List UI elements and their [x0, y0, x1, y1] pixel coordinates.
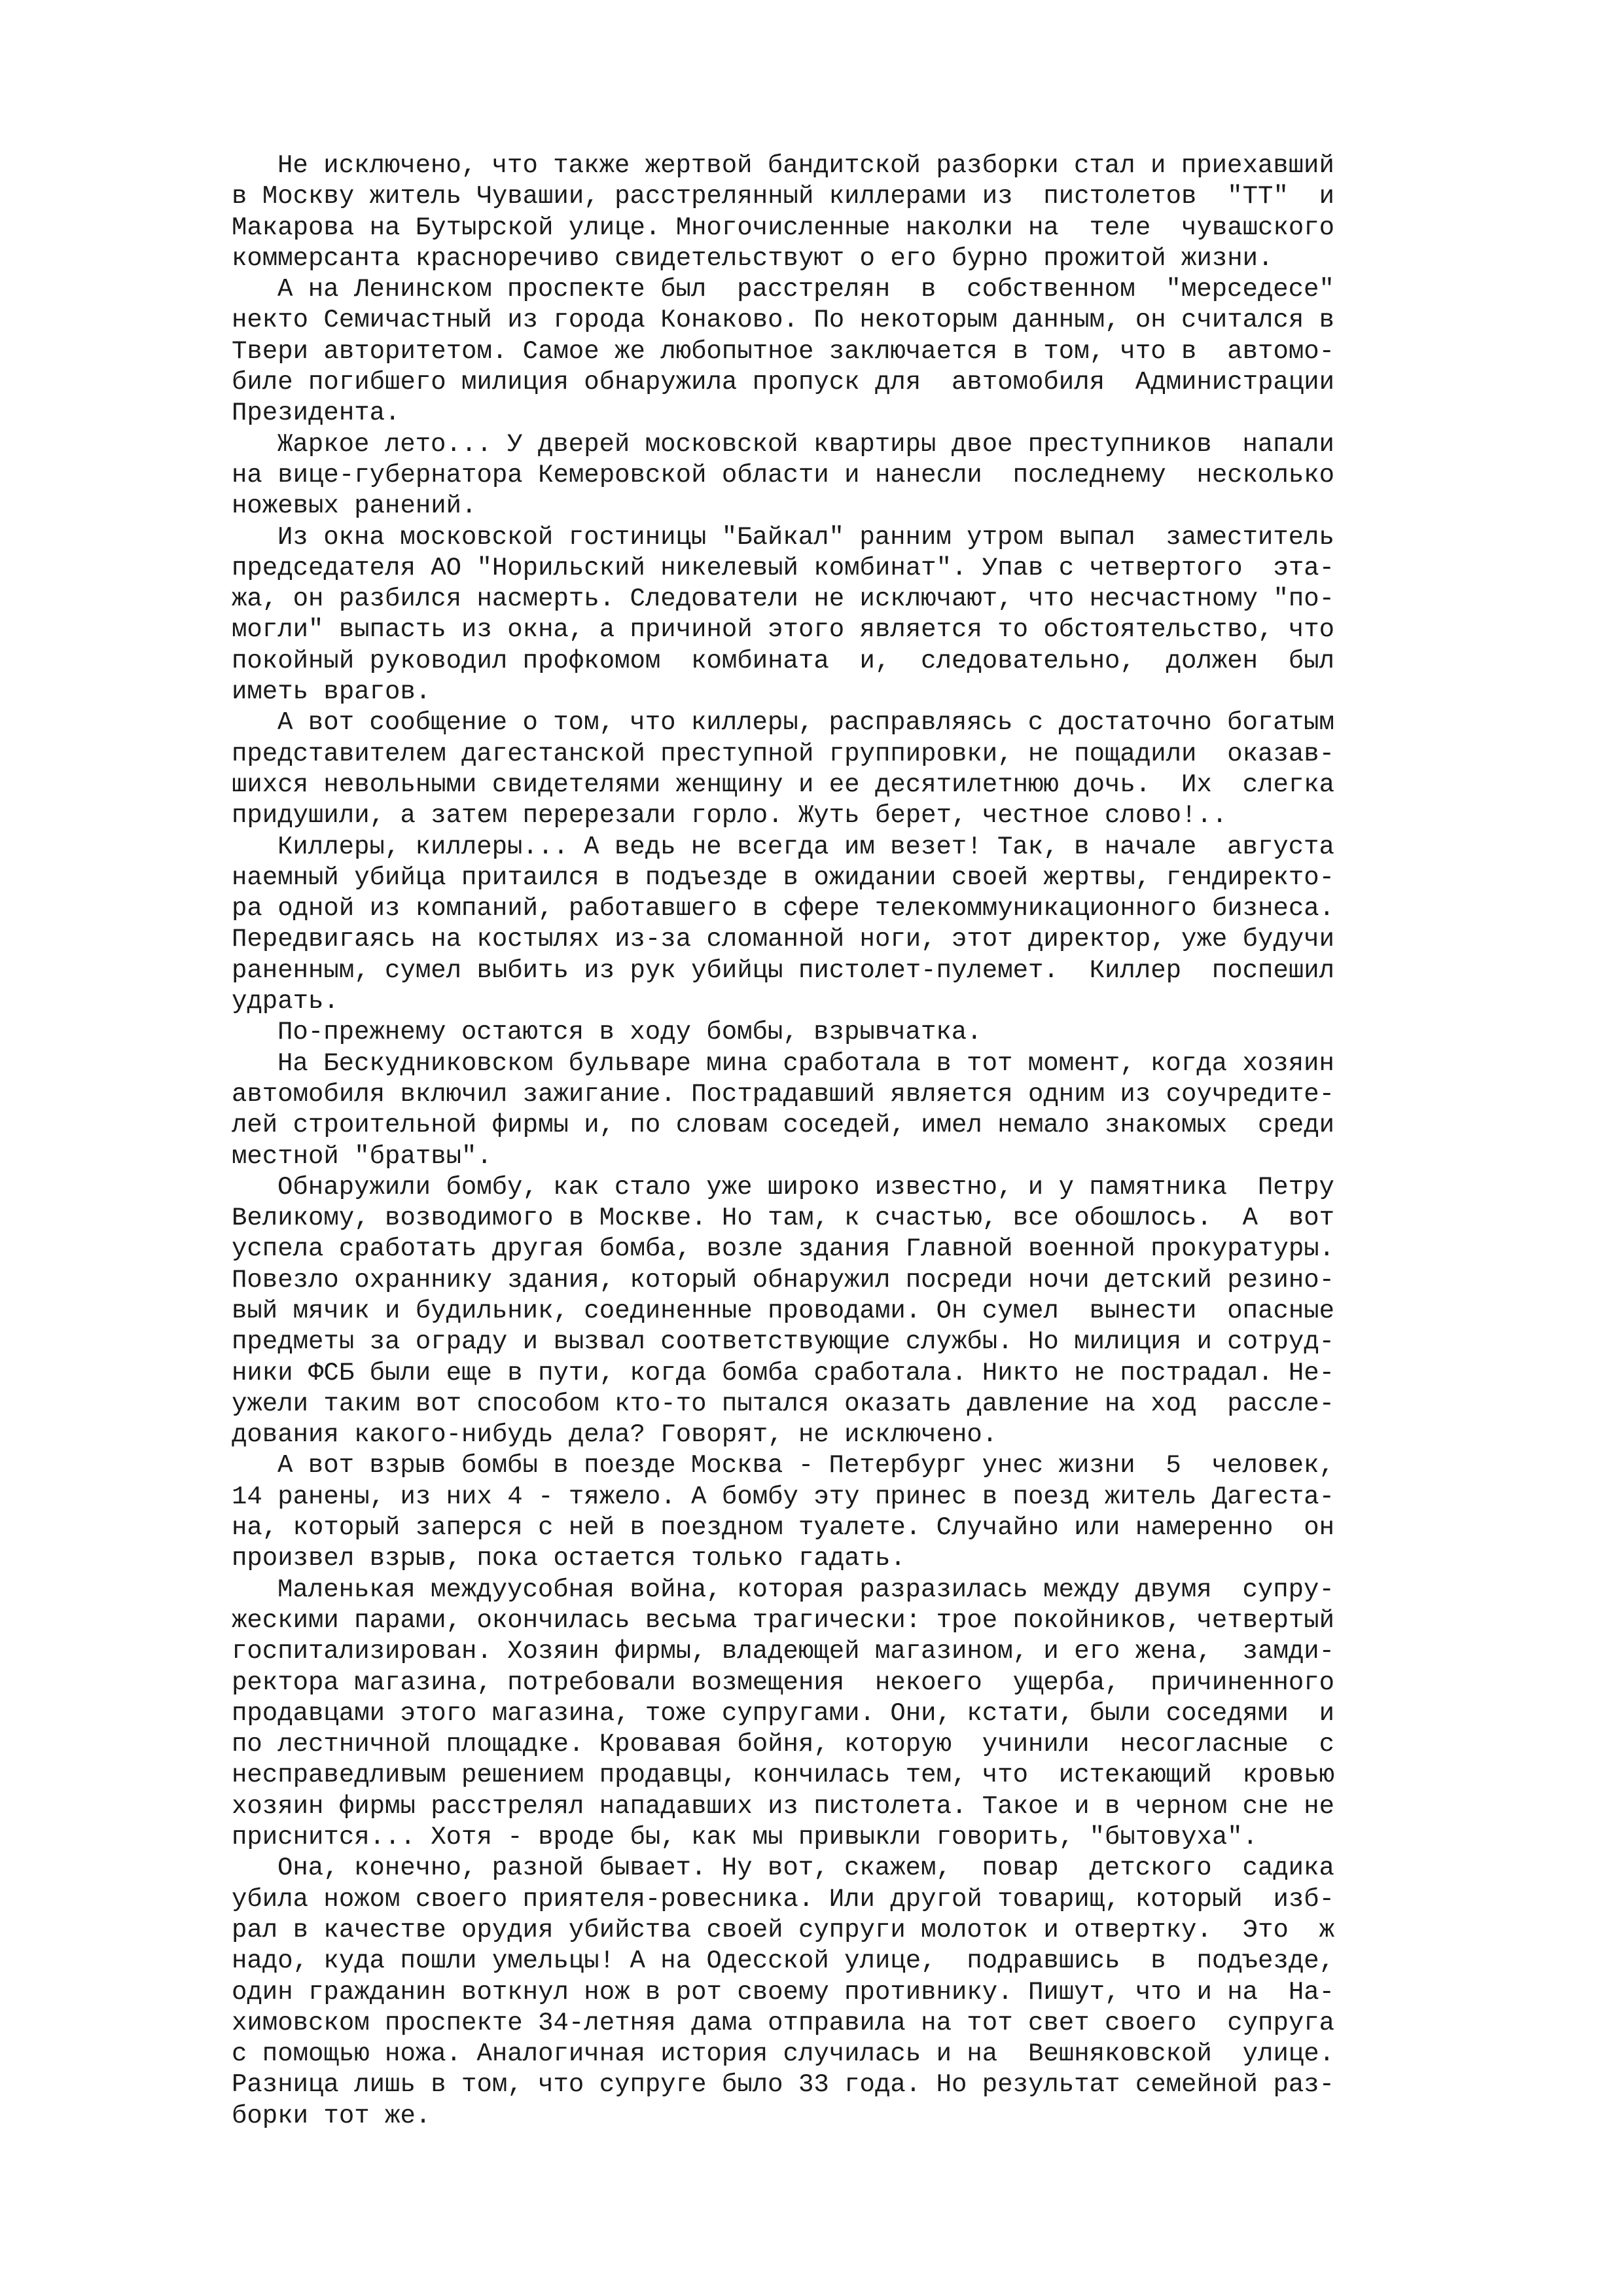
paragraph	[232, 1049, 1410, 1172]
text-line: вый мячик и будильник, соединенные проводами. Он сумел вынести опасные	[232, 1296, 1335, 1325]
text-line: По-прежнему остаются в ходу бомбы, взрывчатка.	[277, 1018, 982, 1047]
text-line: Великому, возводимого в Москве. Но там, к счастью, все обошлось. А вот	[232, 1204, 1335, 1233]
paragraph	[232, 1450, 1410, 1574]
text-line: госпитализирован. Хозяин фирмы, владеющей магазином, и его жена, замди-	[232, 1637, 1335, 1666]
paragraph	[232, 151, 1410, 274]
text-line: ректора магазина, потребовали возмещения некоего ущерба, причиненного	[232, 1668, 1335, 1697]
text-line: успела сработать другая бомба, возле здания Главной военной прокуратуры.	[232, 1234, 1335, 1264]
text-line: надо, куда пошли умельцы! А на Одесской улице, подравшись в подъезде,	[232, 1946, 1335, 1976]
text-line: некто Семичастный из города Конаково. По некоторым данным, он считался в	[232, 306, 1335, 335]
text-line: Из окна московской гостиницы "Байкал" ранним утром выпал заместитель	[277, 522, 1334, 552]
text-line: раненным, сумел выбить из рук убийцы пистолет-пулемет. Киллер поспешил	[232, 956, 1335, 985]
paragraph	[232, 1017, 1410, 1048]
text-line: покойный руководил профкомом комбината и, следовательно, должен был	[232, 646, 1335, 675]
text-line: местной "братвы".	[232, 1141, 492, 1171]
paragraph	[232, 832, 1410, 1018]
text-line: борки тот же.	[232, 2101, 431, 2130]
text-line: шихся невольными свидетелями женщину и ее десятилетнюю дочь. Их слегка	[232, 770, 1335, 799]
text-line: 14 ранены, из них 4 - тяжело. А бомбу эту принес в поезд житель Дагеста-	[232, 1482, 1335, 1511]
text-line: продавцами этого магазина, тоже супругами. Они, кстати, были соседями и	[232, 1698, 1335, 1728]
text-line: Макарова на Бутырской улице. Многочисленные наколки на теле чувашского	[232, 213, 1335, 242]
text-line: Маленькая междуусобная война, которая разразилась между двумя супру-	[277, 1575, 1334, 1604]
paragraph	[232, 274, 1410, 429]
text-line: несправедливым решением продавцы, кончилась тем, что истекающий кровью	[232, 1761, 1335, 1790]
text-line: А на Ленинском проспекте был расстрелян в собственном "мерседесе"	[277, 275, 1334, 304]
text-line: ра одной из компаний, работавшего в сфере телекоммуникационного бизнеса.	[232, 894, 1335, 924]
text-line: Обнаружили бомбу, как стало уже широко известно, и у памятника Петру	[277, 1172, 1334, 1202]
paragraph	[232, 429, 1410, 522]
text-line: в Москву житель Чувашии, расстрелянный киллерами из пистолетов "ТТ" и	[232, 182, 1335, 211]
text-line: А вот сообщение о том, что киллеры, расправляясь с достаточно богатым	[277, 708, 1334, 738]
text-line: лей строительной фирмы и, по словам соседей, имел немало знакомых среди	[232, 1111, 1335, 1140]
paragraph	[232, 708, 1410, 831]
text-line: иметь врагов.	[232, 677, 431, 707]
text-line: по лестничной площадке. Кровавая бойня, которую учинили несогласные с	[232, 1730, 1335, 1759]
text-line: А вот взрыв бомбы в поезде Москва - Петербург унес жизни 5 человек,	[277, 1451, 1334, 1480]
text-line: Повезло охраннику здания, который обнаружил посреди ночи детский резино-	[232, 1265, 1335, 1295]
text-line: дования какого-нибудь дела? Говорят, не исключено.	[232, 1420, 998, 1450]
text-line: один гражданин воткнул нож в рот своему противнику. Пишут, что и на На-	[232, 1977, 1335, 2007]
text-line: придушили, а затем перерезали горло. Жуть берет, честное слово!..	[232, 801, 1228, 831]
text-line: могли" выпасть из окна, а причиной этого является то обстоятельство, что	[232, 615, 1335, 645]
text-line: на, который заперся с ней в поездном туалете. Случайно или намеренно он	[232, 1513, 1335, 1543]
text-line: жескими парами, окончилась весьма трагически: трое покойников, четвертый	[232, 1605, 1335, 1635]
text-line: ники ФСБ были еще в пути, когда бомба сработала. Никто не пострадал. Не-	[232, 1358, 1335, 1388]
text-line: предметы за ограду и вызвал соответствующие службы. Но милиция и сотруд-	[232, 1327, 1335, 1357]
text-line: произвел взрыв, пока остается только гадать.	[232, 1544, 906, 1573]
text-line: Она, конечно, разной бывает. Ну вот, скажем, повар детского садика	[277, 1854, 1334, 1883]
paragraph	[232, 1172, 1410, 1451]
text-line: убила ножом своего приятеля-ровесника. Или другой товарищ, который изб-	[232, 1884, 1335, 1914]
text-line: Президента.	[232, 399, 401, 428]
paragraph	[232, 1575, 1410, 1854]
text-line: рал в качестве орудия убийства своей супруги молоток и отвертку. Это ж	[232, 1915, 1335, 1945]
text-line: автомобиля включил зажигание. Пострадавший является одним из соучредите-	[232, 1079, 1335, 1109]
text-line: Передвигаясь на костылях из-за сломанной ноги, этот директор, уже будучи	[232, 925, 1335, 954]
text-line: наемный убийца притаился в подъезде в ожидании своей жертвы, гендиректо-	[232, 863, 1335, 892]
text-line: Твери авторитетом. Самое же любопытное заключается в том, что в автомо-	[232, 336, 1335, 366]
text-line: Киллеры, киллеры... А ведь не всегда им везет! Так, в начале августа	[277, 832, 1334, 861]
text-line: ножевых ранений.	[232, 492, 477, 521]
text-line: коммерсанта красноречиво свидетельствуют о его бурно прожитой жизни.	[232, 243, 1274, 273]
text-line: с помощью ножа. Аналогичная история случилась и на Вешняковской улице.	[232, 2039, 1335, 2069]
text-line: приснится... Хотя - вроде бы, как мы привыкли говорить, "бытовуха".	[232, 1823, 1258, 1852]
text-line: Не исключено, что также жертвой бандитской разборки стал и приехавший	[277, 151, 1334, 180]
text-line: химовском проспекте 34-летняя дама отправила на тот свет своего супруга	[232, 2008, 1335, 2037]
text-line: хозяин фирмы расстрелял нападавших из пистолета. Такое и в черном сне не	[232, 1791, 1335, 1821]
text-line: биле погибшего милиция обнаружила пропуск для автомобиля Администрации	[232, 368, 1335, 397]
text-line: Разница лишь в том, что супруге было 33 года. Но результат семейной раз-	[232, 2070, 1335, 2100]
text-line: Жаркое лето... У дверей московской квартиры двое преступников напали	[277, 429, 1334, 459]
text-line: ужели таким вот способом кто-то пытался оказать давление на ход рассле-	[232, 1389, 1335, 1418]
text-line: на вице-губернатора Кемеровской области и нанесли последнему несколько	[232, 460, 1335, 490]
text-line: удрать.	[232, 987, 339, 1016]
text-line: председателя АО "Норильский никелевый комбинат". Упав с четвертого эта-	[232, 553, 1335, 583]
document-page	[232, 151, 1410, 2132]
paragraph	[232, 1853, 1410, 2132]
text-line: На Бескудниковском бульваре мина сработала в тот момент, когда хозяин	[277, 1049, 1334, 1078]
text-line: представителем дагестанской преступной группировки, не пощадили оказав-	[232, 739, 1335, 768]
text-line: жа, он разбился насмерть. Следователи не исключают, что несчастному "по-	[232, 584, 1335, 614]
paragraph	[232, 522, 1410, 708]
